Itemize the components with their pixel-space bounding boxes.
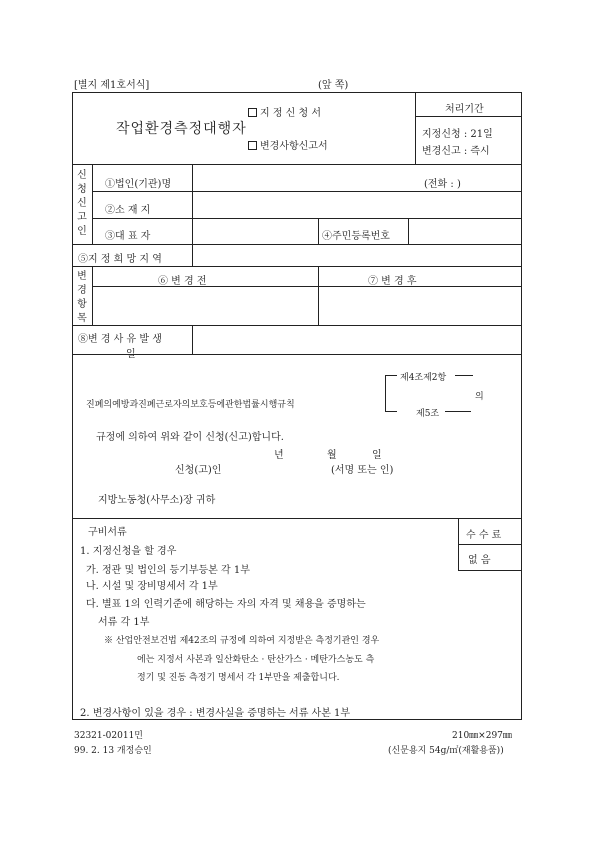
org-name-label: ①법인(기관)명 (105, 179, 172, 190)
before-change-field[interactable] (98, 290, 314, 322)
representative-label: ③대 표 자 (105, 231, 151, 242)
applicant-sign-field[interactable] (255, 458, 325, 474)
phone-label: (전화 : ) (424, 179, 461, 190)
org-name-field[interactable] (198, 168, 514, 188)
documents-case-2: 2. 변경사항이 있을 경우 : 변경사실을 증명하는 서류 사본 1부 (80, 708, 351, 719)
fee-label: 수 수 료 (466, 530, 502, 541)
applicant-section-label: 신 청 신 고 인 (77, 170, 87, 237)
option-change-report[interactable]: 변경사항신고서 (248, 137, 328, 152)
article-bottom: 제5조 (416, 409, 440, 419)
document-item-da-cont: 서류 각 1부 (98, 617, 150, 628)
resident-number-label: ④주민등록번호 (322, 231, 390, 242)
after-change-label: ⑦ 변 경 후 (368, 276, 417, 287)
document-note-1: ※ 산업안전보건법 제42조의 규정에 의하여 지정받은 측정기관인 경우 (104, 636, 380, 646)
law-name: 진폐의예방과진폐근로자의보호등에관한법률시행규칙 (86, 400, 295, 410)
approval-date: 99. 2. 13 개정승인 (74, 746, 152, 756)
addressee: 지방노동청(사무소)장 귀하 (98, 495, 216, 506)
resident-number-field[interactable] (412, 221, 516, 241)
fee-value: 없 음 (468, 555, 491, 566)
date-day: 일 (372, 450, 382, 461)
article-top: 제4조제2항 (400, 373, 447, 383)
document-item-na: 나. 시설 및 장비명세서 각 1부 (86, 581, 218, 592)
checkbox[interactable] (248, 108, 257, 117)
paper-size: 210㎜×297㎜ (452, 731, 512, 741)
sign-or-seal-label: (서명 또는 인) (331, 465, 394, 476)
date-month: 월 (327, 450, 337, 461)
option-designation[interactable]: 지 정 신 청 서 (248, 104, 321, 119)
address-field[interactable] (198, 195, 514, 215)
document-item-da: 다. 별표 1의 인력기준에 해당하는 자의 자격 및 채용을 증명하는 (86, 599, 366, 610)
address-label: ②소 재 지 (105, 205, 151, 216)
region-label: ⑤지 정 희 망 지 역 (78, 254, 162, 265)
form-number: [별지 제1호서식] (74, 80, 150, 91)
reason-date-field[interactable] (198, 328, 514, 350)
documents-case-1: 1. 지정신청을 할 경우 (80, 546, 177, 557)
before-change-label: ⑥ 변 경 전 (158, 276, 207, 287)
form-code: 32321-02011민 (74, 731, 143, 741)
checkbox[interactable] (248, 141, 257, 150)
form-title: 작업환경측정대행자 (116, 121, 247, 137)
documents-heading: 구비서류 (88, 527, 127, 538)
period-change: 변경신고 : 즉시 (422, 146, 490, 157)
applicant-sign-label: 신청(고)인 (175, 465, 222, 476)
region-field[interactable] (198, 247, 514, 264)
reason-date-label: ⑧변 경 사 유 발 생 (78, 334, 162, 345)
representative-field[interactable] (198, 221, 312, 241)
document-note-3: 정기 및 진동 측정기 명세서 각 1부만을 제출합니다. (137, 673, 340, 683)
reason-date-label-2: 일 (126, 349, 136, 360)
after-change-field[interactable] (322, 290, 516, 322)
date-year: 년 (274, 450, 284, 461)
paper-spec: (신문용지 54g/㎡(재활용품)) (388, 746, 504, 756)
processing-period-label: 처리기간 (445, 104, 484, 115)
statement-body: 규정에 의하여 위와 같이 신청(신고)합니다. (96, 432, 284, 443)
change-section-label: 변 경 항 목 (77, 271, 87, 324)
period-designation: 지정신청 : 21일 (422, 129, 493, 140)
document-note-2: 에는 지정서 사본과 일산화탄소 · 탄산가스 · 메탄가스농도 측 (137, 655, 375, 665)
particle: 의 (475, 392, 484, 402)
page-side: (앞 쪽) (318, 80, 349, 91)
document-item-ga: 가. 정관 및 법인의 등기부등본 각 1부 (86, 565, 250, 576)
